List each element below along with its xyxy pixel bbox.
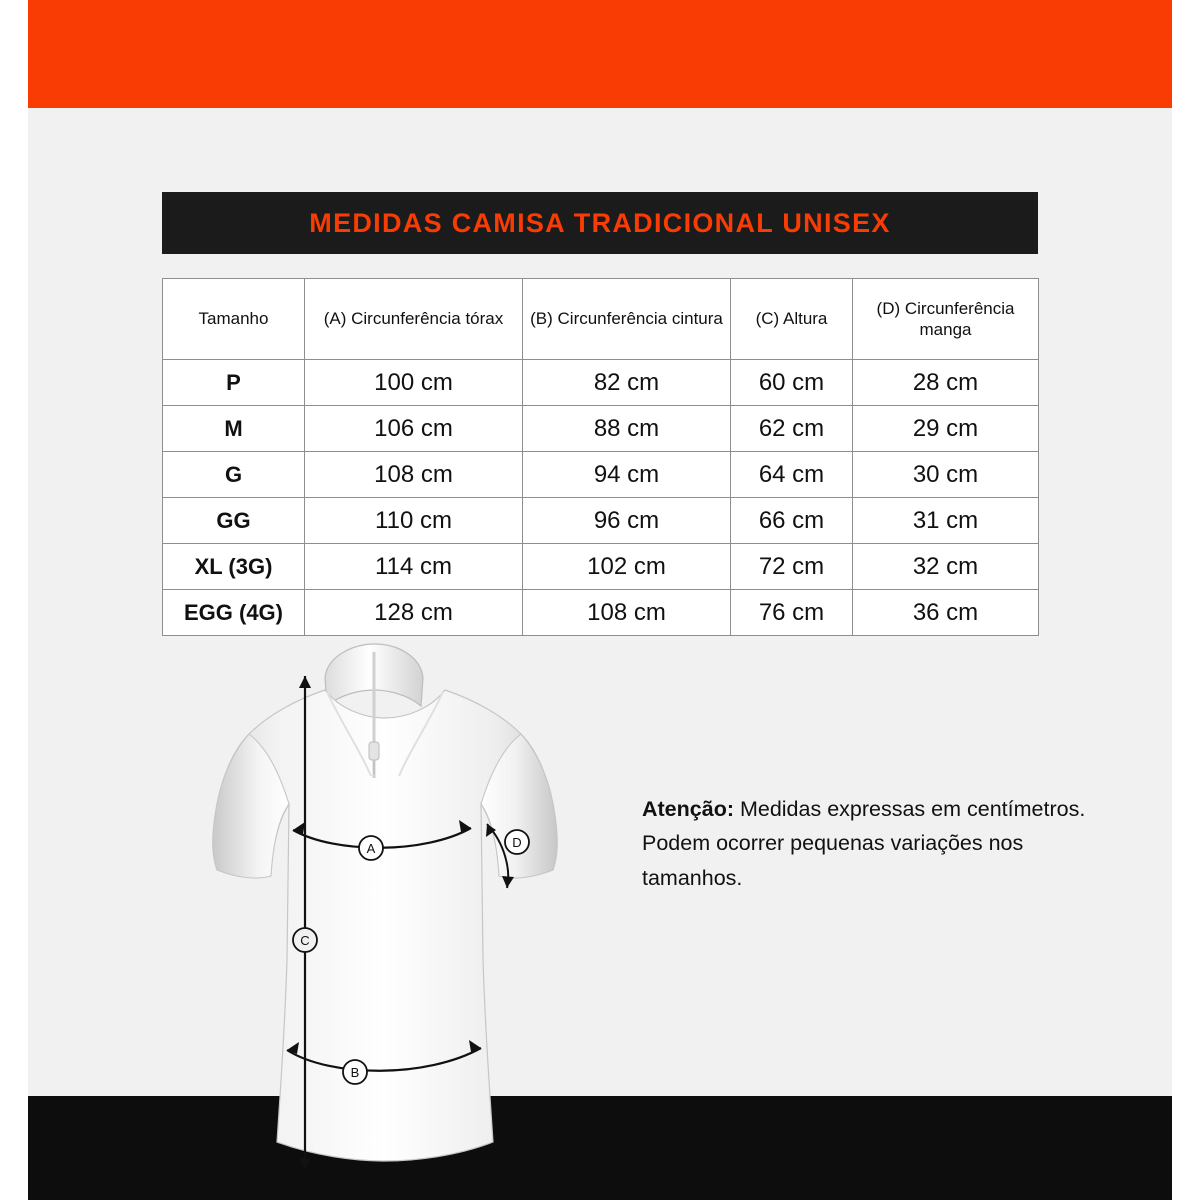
marker-b-label: B — [350, 1065, 360, 1080]
cell-height: 64 cm — [731, 452, 853, 498]
top-orange-band — [28, 0, 1172, 108]
cell-waist: 94 cm — [523, 452, 731, 498]
cell-sleeve: 36 cm — [853, 590, 1039, 636]
cell-chest: 114 cm — [305, 544, 523, 590]
attention-text: Medidas expressas em centímetros. Podem ocorrer pequenas variações nos tamanhos. — [642, 797, 1086, 890]
cell-height: 66 cm — [731, 498, 853, 544]
column-header-sleeve: (D) Circunferência manga — [853, 279, 1039, 360]
column-header-size: Tamanho — [163, 279, 305, 360]
page-title: MEDIDAS CAMISA TRADICIONAL UNISEX — [309, 207, 891, 238]
cell-chest: 110 cm — [305, 498, 523, 544]
column-header-chest: (A) Circunferência tórax — [305, 279, 523, 360]
size-measurements-table — [162, 278, 1039, 636]
cell-sleeve: 30 cm — [853, 452, 1039, 498]
cell-chest: 100 cm — [305, 360, 523, 406]
cell-sleeve: 32 cm — [853, 544, 1039, 590]
cell-chest: 106 cm — [305, 406, 523, 452]
cell-waist: 88 cm — [523, 406, 731, 452]
shirt-diagram — [175, 630, 595, 1190]
cell-size: EGG (4G) — [163, 590, 305, 636]
cell-chest: 108 cm — [305, 452, 523, 498]
table-row — [163, 498, 1039, 544]
attention-note — [642, 792, 1110, 895]
cell-sleeve: 31 cm — [853, 498, 1039, 544]
cell-height: 72 cm — [731, 544, 853, 590]
cell-chest: 128 cm — [305, 590, 523, 636]
marker-d-label: D — [512, 835, 522, 850]
table-body — [163, 360, 1039, 636]
attention-label: Atenção: — [642, 797, 734, 821]
cell-waist: 82 cm — [523, 360, 731, 406]
cell-waist: 96 cm — [523, 498, 731, 544]
cell-sleeve: 28 cm — [853, 360, 1039, 406]
cell-height: 62 cm — [731, 406, 853, 452]
cell-size: G — [163, 452, 305, 498]
column-header-height: (C) Altura — [731, 279, 853, 360]
cell-size: XL (3G) — [163, 544, 305, 590]
marker-a-label: A — [366, 841, 376, 856]
cell-height: 60 cm — [731, 360, 853, 406]
table-row — [163, 452, 1039, 498]
title-bar — [162, 192, 1038, 254]
table-row — [163, 406, 1039, 452]
table-header-row — [163, 279, 1039, 360]
table-header — [163, 279, 1039, 360]
marker-c-label: C — [300, 933, 310, 948]
cell-sleeve: 29 cm — [853, 406, 1039, 452]
table-row — [163, 360, 1039, 406]
cell-size: GG — [163, 498, 305, 544]
cell-size: P — [163, 360, 305, 406]
cell-waist: 108 cm — [523, 590, 731, 636]
column-header-waist: (B) Circunferência cintura — [523, 279, 731, 360]
table-row — [163, 544, 1039, 590]
cell-waist: 102 cm — [523, 544, 731, 590]
cell-height: 76 cm — [731, 590, 853, 636]
table-row — [163, 590, 1039, 636]
cell-size: M — [163, 406, 305, 452]
